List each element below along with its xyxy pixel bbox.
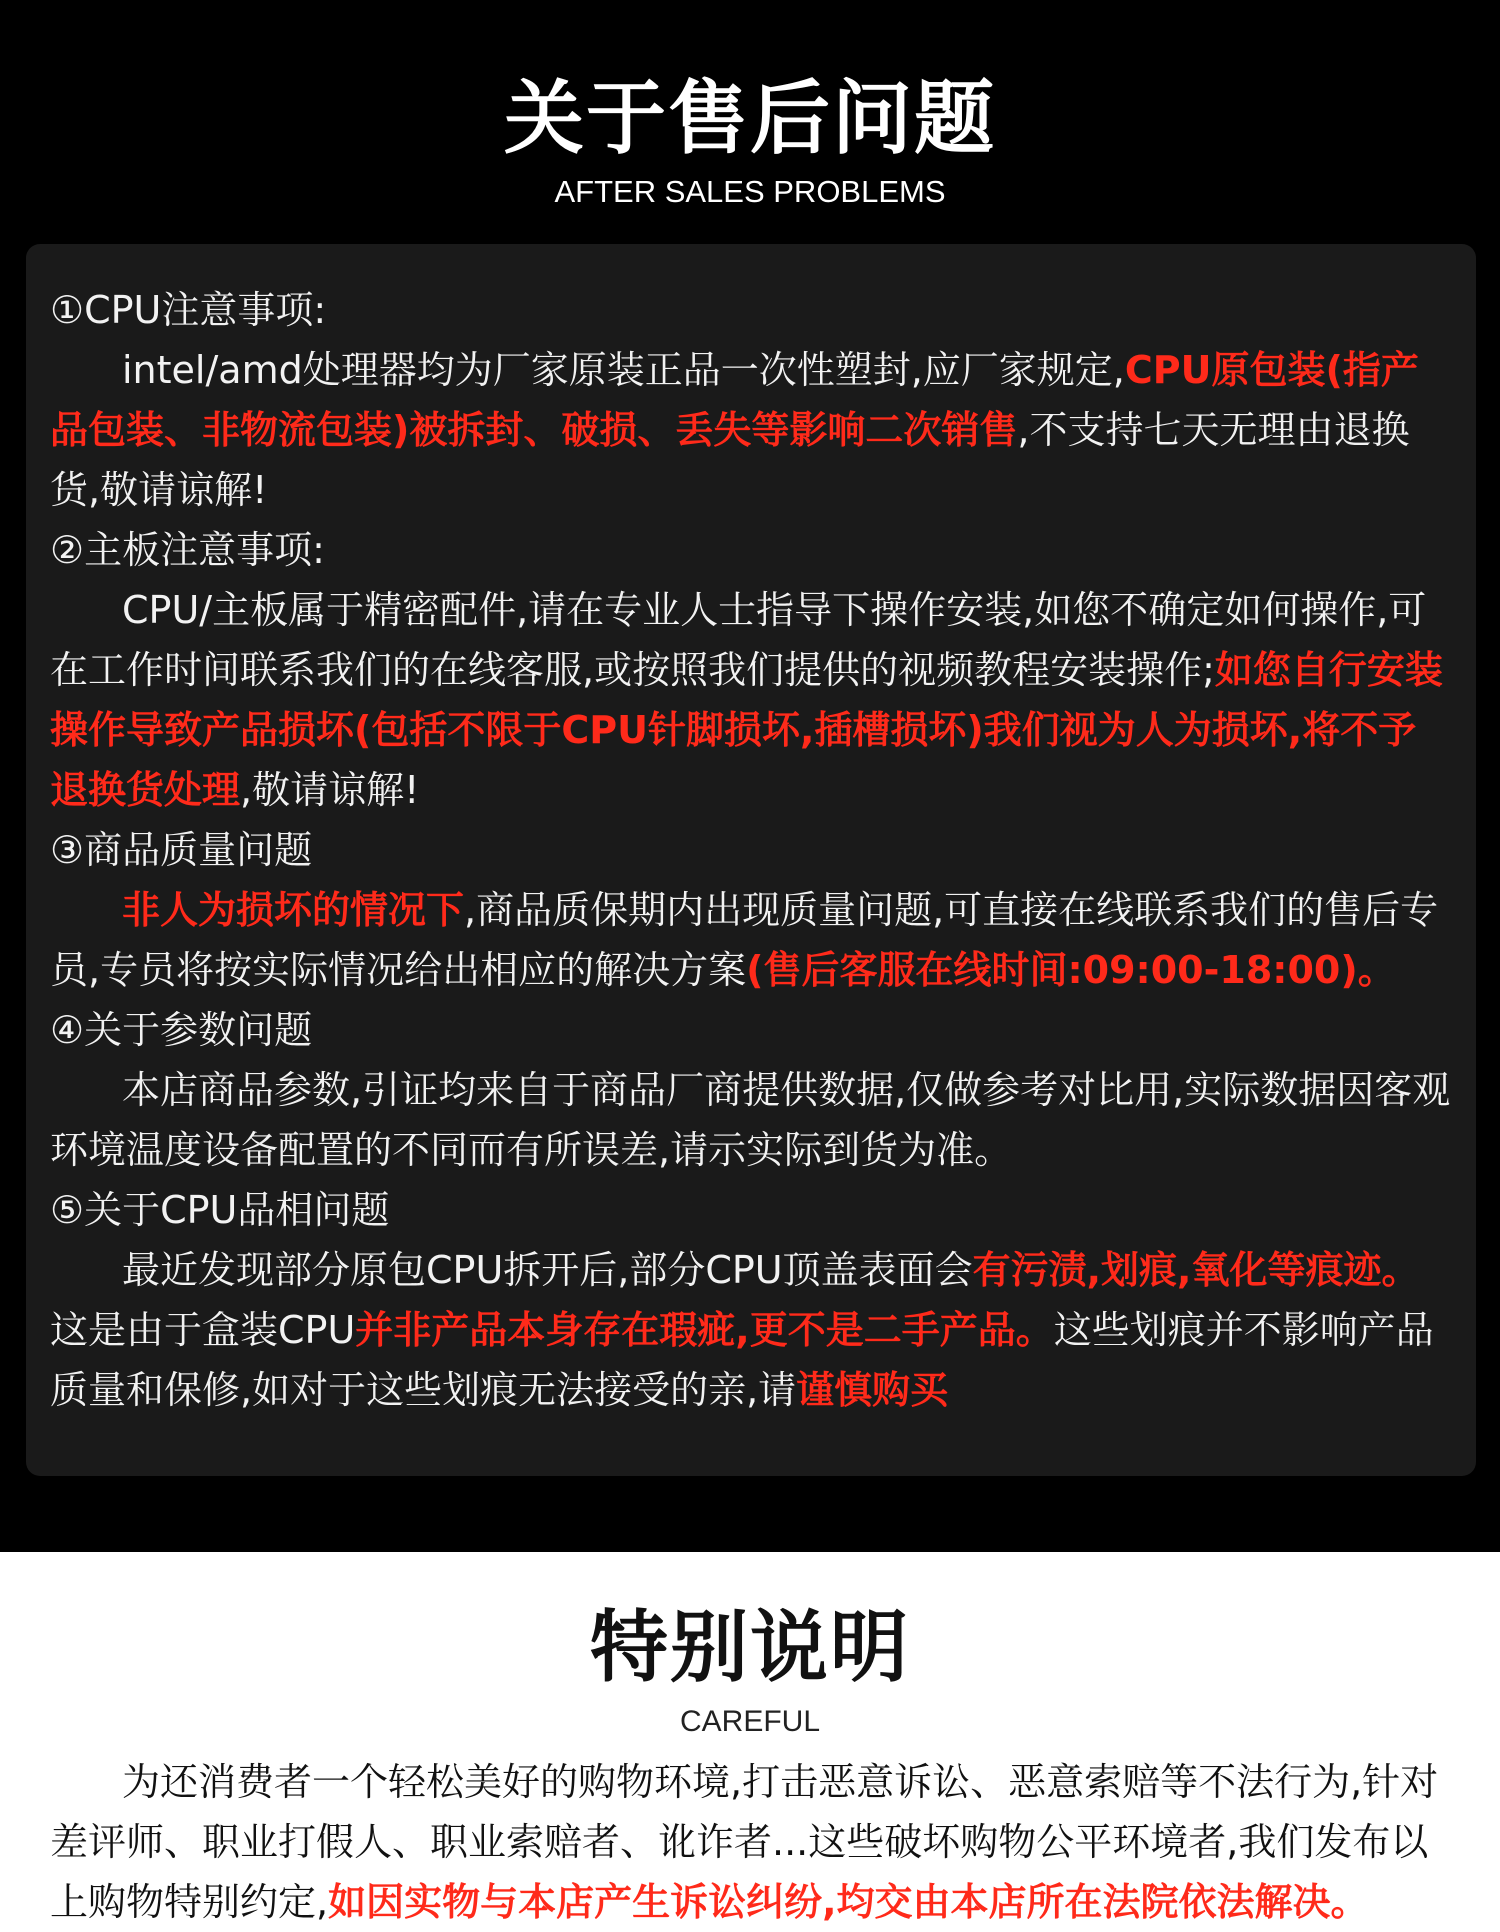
body-highlight: (售后客服在线时间:09:00-18:00)。 xyxy=(746,948,1396,992)
body-text: ,商品质保期内出现质量问题,可直接在线联系我们的售后专员,专员将按实际情况给出相应的解决方案 xyxy=(50,888,1439,992)
section-body-parameters xyxy=(50,1060,1454,1180)
after-sales-subtitle: AFTER SALES PROBLEMS xyxy=(554,174,946,209)
section-body-cpu-appearance xyxy=(50,1240,1454,1420)
body-text: 最近发现部分原包CPU拆开后,部分CPU顶盖表面会 xyxy=(122,1248,973,1292)
section-heading-motherboard: ②主板注意事项: xyxy=(50,528,325,572)
section-body-cpu xyxy=(50,340,1454,520)
section-heading-cpu: ①CPU注意事项: xyxy=(50,288,327,332)
body-text: 为还消费者一个轻松美好的购物环境,打击恶意诉讼、恶意索赔等不法行为,针对差评师、职业打假人、职业索赔者、讹诈者...这些破坏购物公平环境者,我们发布以上购物特别约定, xyxy=(50,1760,1439,1924)
section-heading-quality: ③商品质量问题 xyxy=(50,828,313,872)
body-highlight: 有污渍,划痕,氧化等痕迹。 xyxy=(972,1248,1420,1292)
body-text: ,不支持七天无理由退换货,敬请谅解! xyxy=(50,408,1410,512)
body-highlight: CPU原包装(指产品包装、非物流包装)被拆封、破损、丢失等影响二次销售 xyxy=(50,348,1419,452)
special-notice-title: 特别说明 xyxy=(589,1603,910,1693)
after-sales-panel xyxy=(26,244,1476,1476)
body-text: 这是由于盒装CPU xyxy=(50,1308,356,1352)
body-text: intel/amd处理器均为厂家原装正品一次性塑封,应厂家规定, xyxy=(122,348,1125,392)
section-body-motherboard xyxy=(50,580,1454,820)
body-text: 这些划痕并不影响产品质量和保修,如对于这些划痕无法接受的亲,请 xyxy=(50,1308,1434,1412)
section-heading-parameters: ④关于参数问题 xyxy=(50,1008,313,1052)
body-highlight: 如因实物与本店产生诉讼纠纷,均交由本店所在法院依法解决。 xyxy=(328,1880,1369,1924)
body-text: ,敬请谅解! xyxy=(240,768,420,812)
special-notice-section xyxy=(0,1552,1500,1924)
body-highlight: 谨慎购买 xyxy=(796,1368,949,1412)
body-text: CPU/主板属于精密配件,请在专业人士指导下操作安装,如您不确定如何操作,可在工作时间联系我们的在线客服,或按照我们提供的视频教程安装操作; xyxy=(50,588,1427,692)
after-sales-title: 关于售后问题 xyxy=(504,72,996,165)
special-notice-subtitle: CAREFUL xyxy=(679,1705,821,1738)
body-highlight: 如您自行安装操作导致产品损坏(包括不限于CPU针脚损坏,插槽损坏)我们视为人为损坏,将不予退换货处理 xyxy=(50,648,1443,812)
body-highlight: 并非产品本身存在瑕疵,更不是二手产品。 xyxy=(355,1308,1054,1352)
section-heading-cpu-appearance: ⑤关于CPU品相问题 xyxy=(50,1188,390,1232)
after-sales-content xyxy=(50,280,1454,1420)
body-highlight: 非人为损坏的情况下 xyxy=(122,888,465,932)
special-notice-body xyxy=(50,1752,1460,1932)
section-body-quality xyxy=(50,880,1454,1000)
body-text: 本店商品参数,引证均来自于商品厂商提供数据,仅做参考对比用,实际数据因客观环境温度设备配置的不同而有所误差,请示实际到货为准。 xyxy=(50,1068,1451,1172)
